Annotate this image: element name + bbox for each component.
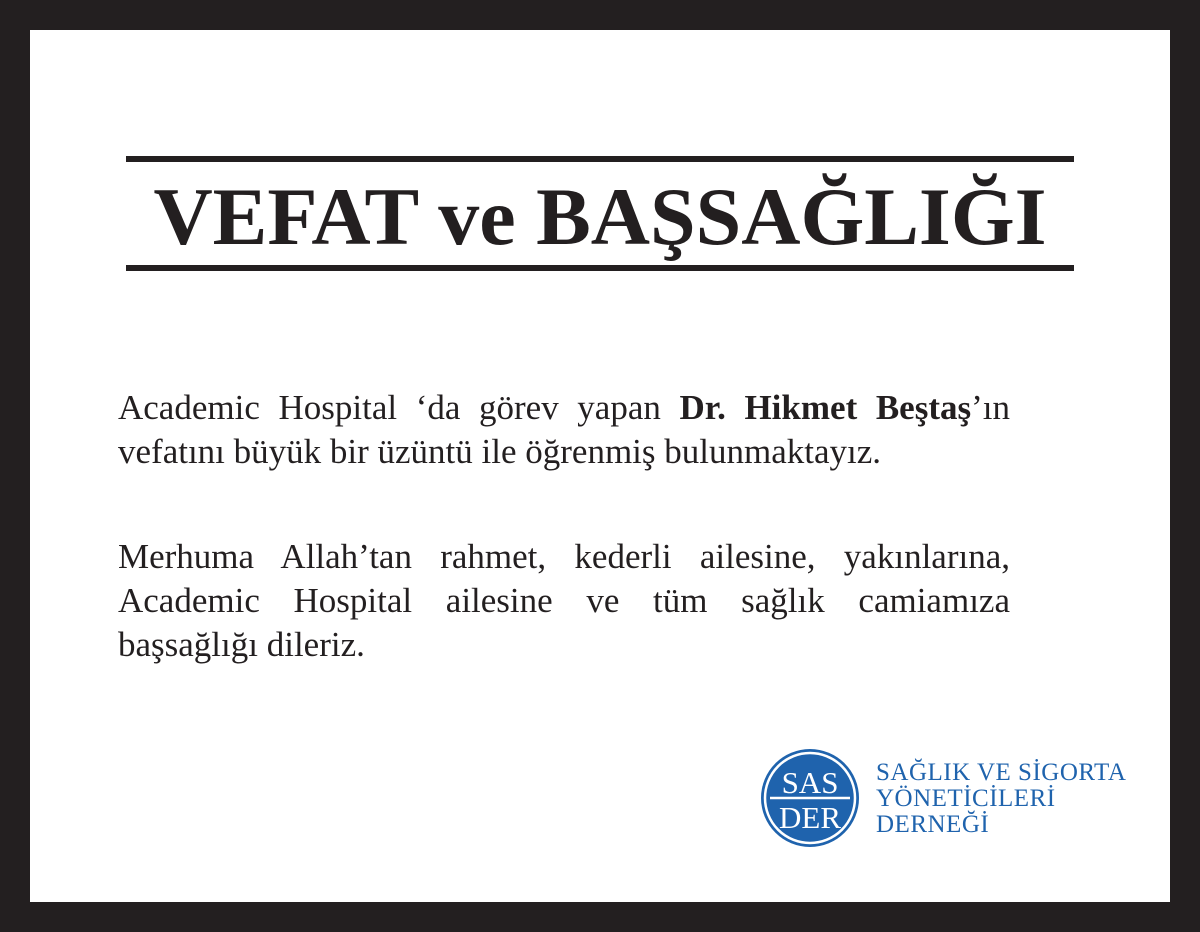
organization-name-line-1: SAĞLIK VE SİGORTA	[876, 759, 1127, 786]
condolence-paragraph-2	[118, 535, 1010, 667]
organization-name-line-2: YÖNETİCİLERİ	[876, 785, 1056, 812]
notice-card	[30, 30, 1170, 902]
deceased-name: Dr. Hikmet Beştaş	[679, 388, 972, 427]
title-top-rule	[126, 156, 1074, 162]
paragraph-1-intro: Academic Hospital ‘da görev yapan	[118, 388, 680, 427]
notice-title: VEFAT ve BAŞSAĞLIĞI	[153, 171, 1047, 262]
logo-text-bottom: DER	[779, 800, 841, 835]
organization-name	[876, 760, 1126, 838]
paragraph-2-line-1: Merhuma Allah’tan rahmet, kederli ailesine, yakınlarına,	[118, 537, 1010, 576]
paragraph-1-line-1	[118, 386, 1010, 430]
paragraph-1-suffix: ’ın	[971, 388, 1011, 427]
organization-name-line-3: DERNEĞİ	[876, 811, 990, 838]
condolence-paragraph-1	[118, 386, 1010, 474]
paragraph-1-line-2: vefatını büyük bir üzüntü ile öğrenmiş bulunmaktayız.	[118, 432, 882, 471]
sasder-logo-icon	[760, 748, 860, 848]
paragraph-2-line-3: başsağlığı dileriz.	[118, 625, 365, 664]
logo-text-top: SAS	[781, 765, 839, 800]
paragraph-2-line-2: Academic Hospital ailesine ve tüm sağlık camiamıza	[118, 581, 1010, 620]
title-bottom-rule	[126, 265, 1074, 271]
